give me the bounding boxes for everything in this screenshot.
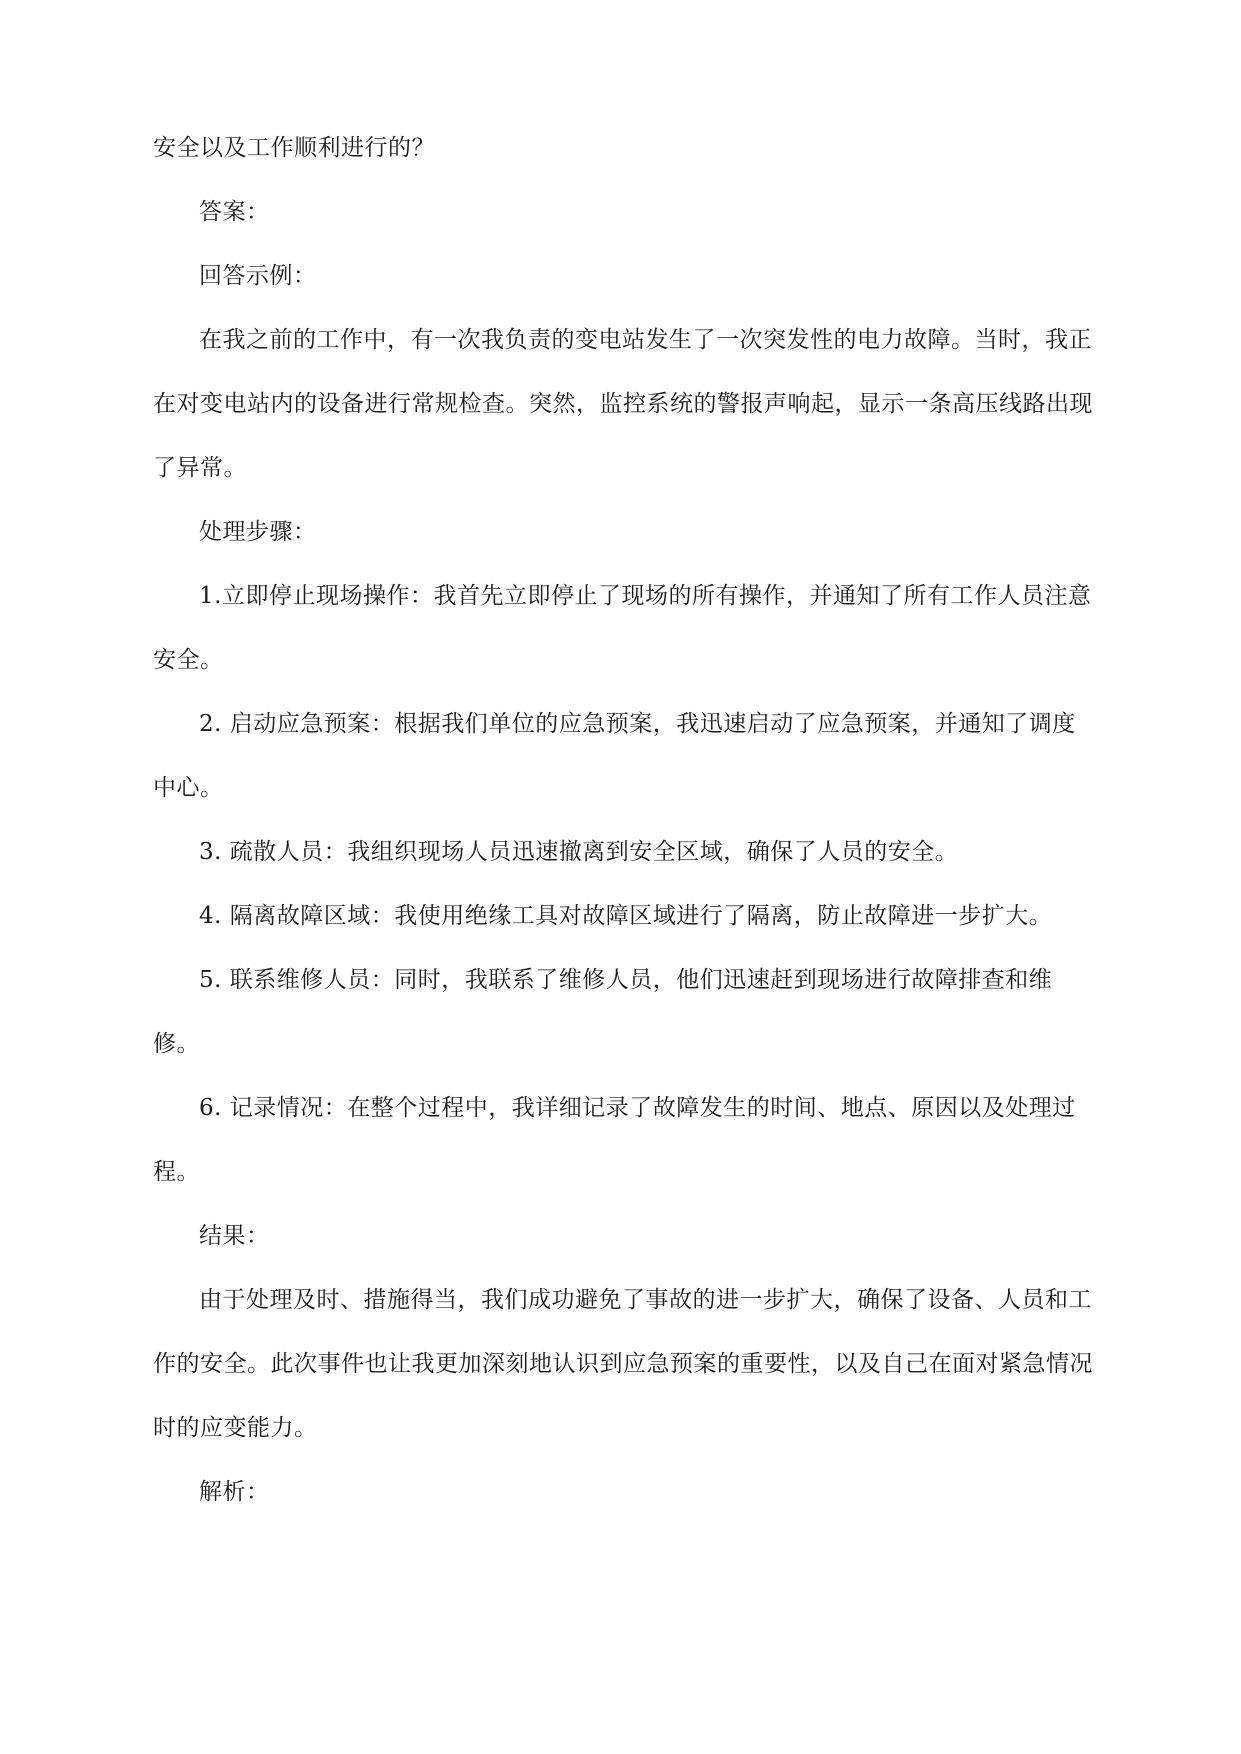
step-5: 5. 联系维修人员：同时，我联系了维修人员，他们迅速赶到现场进行故障排查和维修。 (153, 967, 1053, 1057)
step-4: 4. 隔离故障区域：我使用绝缘工具对故障区域进行了隔离，防止故障进一步扩大。 (199, 903, 1053, 929)
paragraph-question-continuation: 安全以及工作顺利进行的？ (153, 135, 435, 161)
paragraph-situation: 在我之前的工作中，有一次我负责的变电站发生了一次突发性的电力故障。当时，我正在对变电站内的设备进行常规检查。突然，监控系统的警报声响起，显示一条高压线路出现了异常。 (153, 327, 1093, 481)
step-2: 2. 启动应急预案：根据我们单位的应急预案，我迅速启动了应急预案，并通知了调度中心。 (153, 711, 1076, 801)
heading-result: 结果： (199, 1223, 270, 1249)
heading-steps: 处理步骤： (199, 519, 317, 545)
heading-answer-example: 回答示例： (199, 263, 317, 289)
step-1: 1.立即停止现场操作：我首先立即停止了现场的所有操作，并通知了所有工作人员注意安全。 (153, 583, 1092, 673)
step-6: 6. 记录情况：在整个过程中，我详细记录了故障发生的时间、地点、原因以及处理过程。 (153, 1095, 1076, 1185)
paragraph-result: 由于处理及时、措施得当，我们成功避免了事故的进一步扩大，确保了设备、人员和工作的安全。此次事件也让我更加深刻地认识到应急预案的重要性，以及自己在面对紧急情况时的应变能力。 (153, 1287, 1093, 1441)
document-body (153, 116, 1093, 1524)
heading-analysis: 解析： (199, 1479, 270, 1505)
heading-answer: 答案： (199, 199, 270, 225)
step-3: 3. 疏散人员：我组织现场人员迅速撤离到安全区域，确保了人员的安全。 (199, 839, 959, 865)
